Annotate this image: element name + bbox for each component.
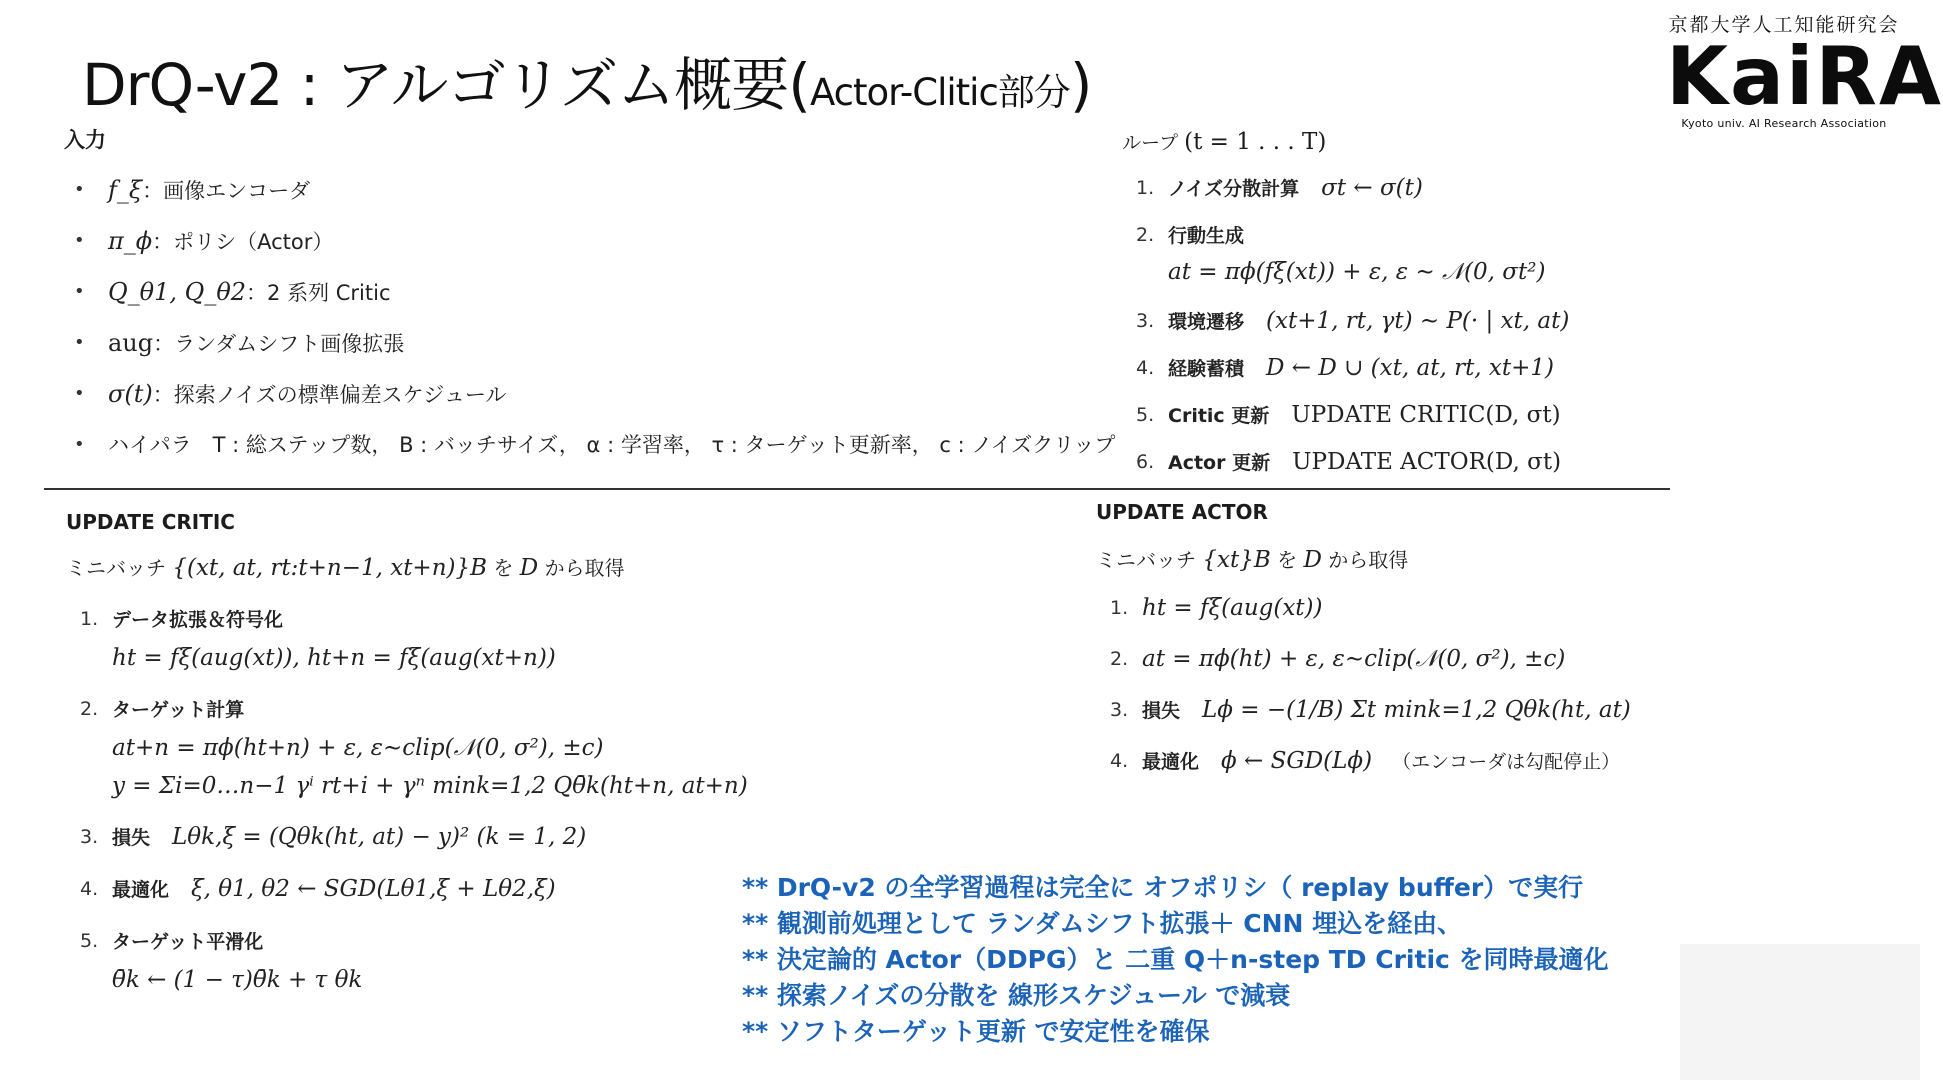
loop-heading xyxy=(1122,128,1326,155)
step-number: 3. xyxy=(1136,310,1155,332)
step-equation: θ̄k ← (1 − τ)θ̄k + τ θk xyxy=(112,967,363,993)
step-equation: UPDATE ACTOR(D, σt) xyxy=(1292,449,1562,475)
step-label: ターゲット平滑化 xyxy=(112,931,264,953)
step-equation: at = πϕ(ht) + ε, ε∼clip(𝒩(0, σ²), ±c) xyxy=(1142,646,1566,672)
note-line: ** 決定論的 Actor（DDPG）と 二重 Q＋n-step TD Critic を同時最適化 xyxy=(742,945,1609,974)
note-line: ** DrQ-v2 の全学習過程は完全に オフポリシ（ replay buffer）で実行 xyxy=(742,873,1584,902)
input-desc: ：ランダムシフト画像拡張 xyxy=(153,332,405,356)
actor-step xyxy=(1110,690,1631,741)
step-number: 6. xyxy=(1136,451,1155,473)
step-label: 行動生成 xyxy=(1168,225,1245,247)
input-symbol: Q_θ1, Q_θ2 xyxy=(108,278,247,306)
critic-step xyxy=(80,870,748,922)
input-desc: ：2 系列 Critic xyxy=(246,281,391,305)
step-number: 2. xyxy=(1136,224,1155,246)
step-equation: ht = fξ(aug(xt)), ht+n = fξ(aug(xt+n)) xyxy=(112,645,556,671)
critic-minibatch xyxy=(66,552,625,581)
title-close: ) xyxy=(1069,51,1092,119)
critic-steps xyxy=(80,600,748,1012)
actor-heading: UPDATE ACTOR xyxy=(1096,500,1268,524)
logo-mark-k: K xyxy=(1666,30,1730,123)
input-item xyxy=(72,272,1032,323)
minibatch-label: ミニバッチ xyxy=(66,556,166,580)
note-line: ** ソフトターゲット更新 で安定性を確保 xyxy=(742,1017,1210,1046)
note-line: ** 探索ノイズの分散を 線形スケジュール で減衰 xyxy=(742,981,1291,1010)
actor-step xyxy=(1110,588,1631,639)
step-label: 損失 xyxy=(1142,700,1181,722)
step-label: Actor 更新 xyxy=(1168,452,1271,474)
input-desc: ：画像エンコーダ xyxy=(142,179,311,203)
loop-steps xyxy=(1136,170,1569,491)
step-label: 最適化 xyxy=(1142,751,1200,773)
step-equation: Lθk,ξ = (Qθk(ht, at) − y)² (k = 1, 2) xyxy=(172,824,587,850)
step-number: 5. xyxy=(80,930,99,952)
note-line: ** 観測前処理として ランダムシフト拡張＋ CNN 埋込を経由、 xyxy=(742,909,1463,938)
logo-tagline: Kyoto univ. AI Research Association xyxy=(1681,117,1887,130)
minibatch-d: D xyxy=(1303,547,1322,573)
step-equation: ϕ ← SGD(Lϕ) xyxy=(1221,748,1373,774)
step-number: 1. xyxy=(1136,177,1155,199)
step-number: 5. xyxy=(1136,404,1155,426)
critic-step xyxy=(80,922,748,1012)
title-main: DrQ-v2 : アルゴリズム概要( xyxy=(82,51,810,119)
step-number: 3. xyxy=(80,826,99,848)
minibatch-equation: {xt}B xyxy=(1202,547,1271,573)
step-number: 1. xyxy=(80,608,99,630)
step-equation: σt ← σ(t) xyxy=(1321,175,1423,201)
step-label: ノイズ分散計算 xyxy=(1168,178,1300,200)
critic-step xyxy=(80,818,748,870)
step-equation: at+n = πϕ(ht+n) + ε, ε∼clip(𝒩(0, σ²), ±c) xyxy=(112,735,604,761)
step-number: 4. xyxy=(1136,357,1155,379)
step-label: 環境遷移 xyxy=(1168,311,1245,333)
loop-step xyxy=(1136,397,1569,444)
critic-step xyxy=(80,690,748,818)
step-number: 4. xyxy=(1110,750,1129,772)
input-item xyxy=(72,425,1116,476)
minibatch-label: ミニバッチ xyxy=(1096,548,1196,572)
step-label: 経験蓄積 xyxy=(1168,358,1245,380)
step-label: 最適化 xyxy=(112,879,170,901)
step-equation: ht = fξ(aug(xt)) xyxy=(1142,595,1323,621)
section-divider xyxy=(44,488,1670,490)
input-symbol: π_ϕ xyxy=(108,227,153,255)
actor-step xyxy=(1110,639,1631,690)
logo-org-name: 京都大学人工知能研究会 xyxy=(1668,14,1900,36)
minibatch-d: D xyxy=(519,555,539,581)
minibatch-mid: を xyxy=(493,556,514,580)
step-equation: Lϕ = −(1/B) Σt mink=1,2 Qθk(ht, at) xyxy=(1202,697,1631,723)
step-equation: y = Σi=0…n−1 γⁱ rt+i + γⁿ mink=1,2 Qθ̄k(ht+n, at+n) xyxy=(112,773,748,799)
step-label: 損失 xyxy=(112,827,151,849)
input-symbol: aug xyxy=(108,329,154,357)
step-equation: (xt+1, rt, γt) ∼ P(· | xt, at) xyxy=(1266,308,1570,334)
loop-step xyxy=(1136,350,1569,397)
minibatch-suffix: から取得 xyxy=(544,556,625,580)
input-symbol: σ(t) xyxy=(108,380,153,408)
input-item xyxy=(72,374,1032,425)
step-equation: ξ, θ1, θ2 ← SGD(Lθ1,ξ + Lθ2,ξ) xyxy=(191,876,556,902)
loop-step xyxy=(1136,170,1569,217)
step-label: ターゲット計算 xyxy=(112,699,245,721)
step-number: 2. xyxy=(1110,648,1129,670)
title-sub: Actor-Clitic部分 xyxy=(809,71,1070,114)
step-number: 2. xyxy=(80,698,99,720)
minibatch-mid: を xyxy=(1277,548,1298,572)
summary-notes xyxy=(742,870,1609,1050)
step-equation: UPDATE CRITIC(D, σt) xyxy=(1291,402,1561,428)
minibatch-equation: {(xt, at, rt:t+n−1, xt+n)}B xyxy=(172,555,488,581)
step-label: Critic 更新 xyxy=(1168,405,1270,427)
input-item xyxy=(72,221,1032,272)
input-desc: ：探索ノイズの標準偏差スケジュール xyxy=(152,383,507,407)
step-note: （エンコーダは勾配停止） xyxy=(1392,751,1621,773)
input-symbol: f_ξ xyxy=(108,176,143,204)
logo-mark xyxy=(1666,30,1943,123)
step-number: 4. xyxy=(80,878,99,900)
minibatch-suffix: から取得 xyxy=(1328,548,1409,572)
loop-step xyxy=(1136,303,1569,350)
loop-range: (t = 1 . . . T) xyxy=(1184,129,1327,155)
step-equation: D ← D ∪ (xt, at, rt, xt+1) xyxy=(1266,355,1555,381)
critic-step xyxy=(80,600,748,690)
input-item xyxy=(72,323,1032,374)
step-number: 3. xyxy=(1110,699,1129,721)
loop-step xyxy=(1136,217,1569,303)
loop-step xyxy=(1136,444,1569,491)
actor-steps xyxy=(1110,588,1631,792)
slide-title xyxy=(82,38,1091,122)
kaira-logo xyxy=(1666,10,1943,130)
step-label: データ拡張＆符号化 xyxy=(112,609,284,631)
logo-mark-ai: ai xyxy=(1730,30,1816,123)
actor-step xyxy=(1110,741,1631,792)
input-desc: ：ポリシ（Actor） xyxy=(152,230,334,254)
corner-placeholder xyxy=(1680,944,1920,1080)
input-list xyxy=(72,170,1116,476)
logo-mark-ra: RA xyxy=(1815,30,1943,123)
loop-heading-label: ループ xyxy=(1122,132,1179,154)
input-item xyxy=(72,170,1032,221)
input-heading: 入力 xyxy=(64,128,106,152)
step-number: 1. xyxy=(1110,597,1129,619)
input-desc: ハイパラ T : 総ステップ数， B : バッチサイズ， α : 学習率， τ : ターゲット更新率， c : ノイズクリップ xyxy=(108,433,1116,457)
actor-minibatch xyxy=(1096,544,1408,573)
critic-heading: UPDATE CRITIC xyxy=(66,510,235,534)
step-equation: at = πϕ(fξ(xt)) + ε, ε ∼ 𝒩(0, σt²) xyxy=(1168,259,1546,285)
